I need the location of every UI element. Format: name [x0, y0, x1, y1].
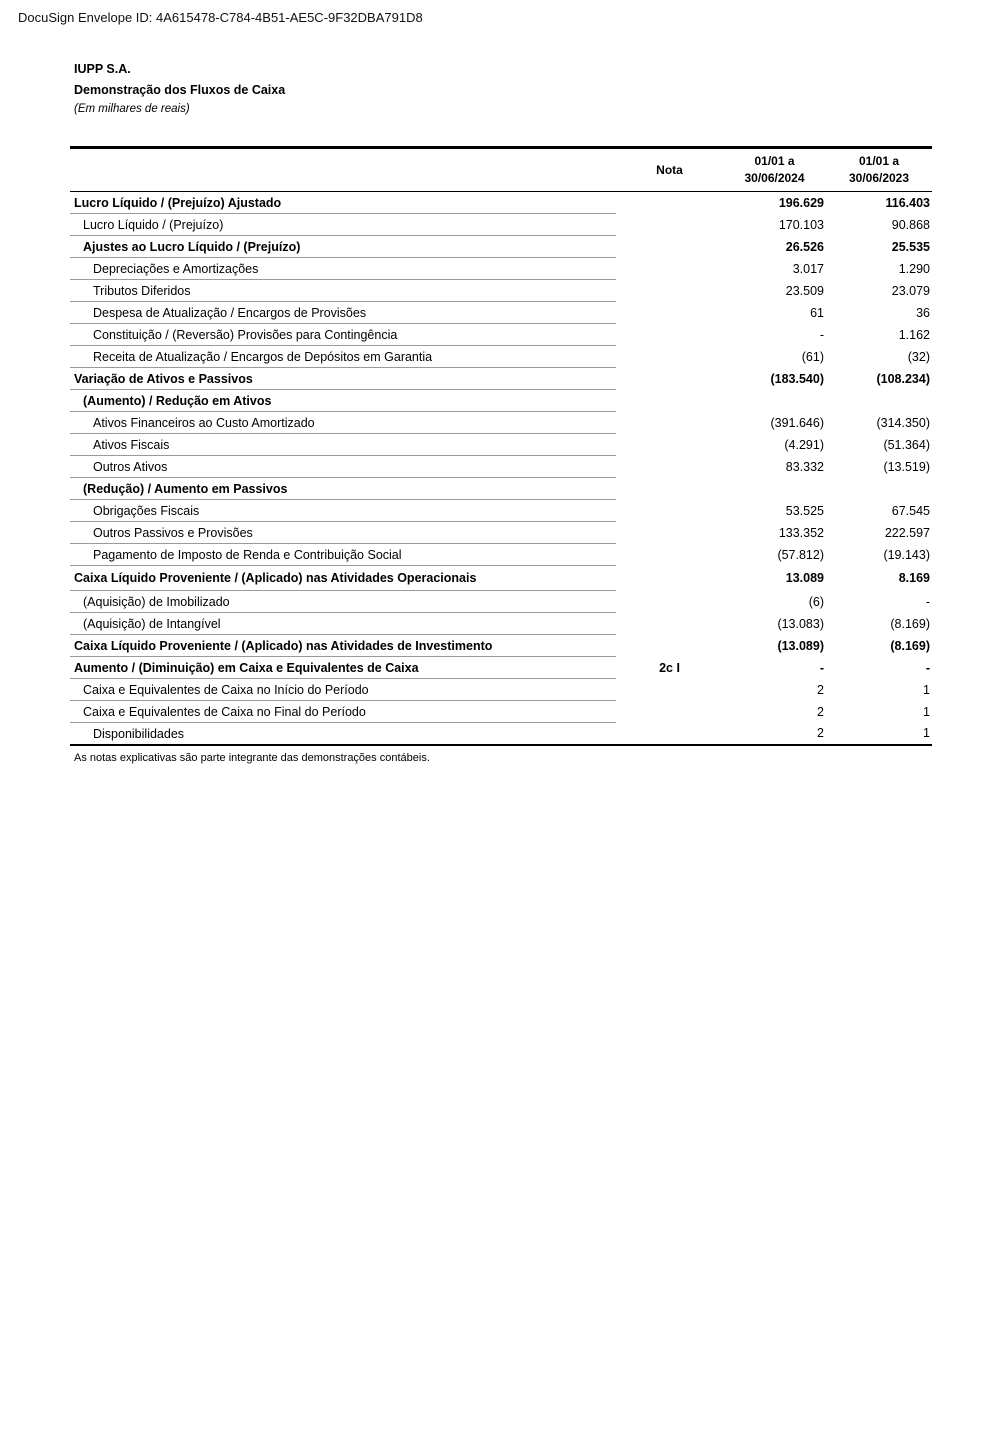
row-value-2024: 83.332	[785, 459, 824, 474]
row-nota	[616, 613, 723, 635]
table-row	[70, 302, 932, 324]
row-value-2023: 1	[923, 682, 930, 697]
row-nota	[616, 390, 723, 412]
row-value-2024: (13.089)	[777, 638, 824, 653]
row-label: Lucro Líquido / (Prejuízo) Ajustado	[70, 192, 616, 214]
row-nota	[616, 591, 723, 613]
row-label: Caixa Líquido Proveniente / (Aplicado) nas Atividades de Investimento	[70, 635, 616, 657]
table-row	[70, 258, 932, 280]
row-value-2024: (13.083)	[777, 616, 824, 631]
header-nota: Nota	[616, 149, 723, 192]
row-value-2023: 23.079	[891, 283, 930, 298]
row-nota	[616, 302, 723, 324]
row-value-2023: 1.162	[898, 327, 930, 342]
row-value-2024: 13.089	[785, 571, 824, 585]
row-value-2023: (19.143)	[883, 547, 930, 562]
row-value-2023: 116.403	[885, 195, 930, 210]
statement-title: Demonstração dos Fluxos de Caixa	[74, 83, 286, 97]
table-row	[70, 390, 932, 412]
row-nota	[616, 214, 723, 236]
row-label: (Aumento) / Redução em Ativos	[70, 390, 616, 412]
row-label: Outros Passivos e Provisões	[70, 522, 616, 544]
header-period-2023-line2: 30/06/2023	[848, 171, 910, 185]
row-label: Ajustes ao Lucro Líquido / (Prejuízo)	[70, 236, 616, 258]
row-nota	[616, 635, 723, 657]
row-nota	[616, 346, 723, 368]
row-value-2023: 222.597	[884, 525, 930, 540]
row-value-2024: (391.646)	[770, 415, 824, 430]
row-nota	[616, 478, 723, 500]
row-nota	[616, 500, 723, 522]
row-value-2023: (13.519)	[883, 459, 930, 474]
row-value-2023: 36	[916, 305, 930, 320]
row-value-2024: (6)	[808, 594, 824, 609]
table-row	[70, 412, 932, 434]
row-value-2024: (183.540)	[770, 371, 824, 386]
row-nota	[616, 522, 723, 544]
row-label: Receita de Atualização / Encargos de Depósitos em Garantia	[70, 346, 616, 368]
row-value-2023: (108.234)	[876, 371, 930, 386]
table-row	[70, 368, 932, 390]
row-value-2024: 26.526	[785, 239, 824, 254]
row-value-2023: 90.868	[891, 217, 930, 232]
row-label: Ativos Financeiros ao Custo Amortizado	[70, 412, 616, 434]
row-value-2024: 170.103	[778, 217, 824, 232]
row-value-2023: -	[925, 594, 930, 609]
table-body	[70, 192, 932, 745]
row-label: Ativos Fiscais	[70, 434, 616, 456]
row-value-2024: 2	[817, 682, 824, 697]
row-label: Caixa e Equivalentes de Caixa no Início do Período	[70, 679, 616, 701]
row-nota	[616, 258, 723, 280]
row-label: Caixa Líquido Proveniente / (Aplicado) nas Atividades Operacionais	[70, 566, 616, 591]
row-label: (Aquisição) de Imobilizado	[70, 591, 616, 613]
row-value-2023: -	[925, 660, 930, 675]
row-value-2024: 2	[817, 704, 824, 719]
statement-header	[74, 62, 285, 115]
table-row	[70, 346, 932, 368]
row-label: Tributos Diferidos	[70, 280, 616, 302]
row-label: Disponibilidades	[93, 726, 185, 741]
row-value-2024: 133.352	[778, 525, 824, 540]
row-nota	[616, 566, 723, 591]
header-label-column	[70, 149, 616, 192]
row-value-2024: (57.812)	[777, 547, 824, 562]
row-value-2023	[826, 478, 932, 500]
row-value-2023: (51.364)	[883, 437, 930, 452]
table-row	[70, 500, 932, 522]
row-value-2024: 53.525	[785, 503, 824, 518]
table-row	[70, 522, 932, 544]
header-period-2023-line1: 01/01 a	[858, 154, 900, 168]
row-label: Depreciações e Amortizações	[70, 258, 616, 280]
row-label: Outros Ativos	[70, 456, 616, 478]
row-label: Caixa e Equivalentes de Caixa no Final do Período	[70, 701, 616, 723]
row-value-2024: (61)	[801, 349, 824, 364]
row-label: (Redução) / Aumento em Passivos	[70, 478, 616, 500]
row-nota	[616, 701, 723, 723]
row-nota	[616, 456, 723, 478]
table-row	[70, 434, 932, 456]
row-value-2023: 67.545	[891, 503, 930, 518]
row-nota	[616, 412, 723, 434]
table-row	[70, 192, 932, 214]
table-row	[70, 723, 932, 745]
table-row	[70, 280, 932, 302]
row-label: Aumento / (Diminuição) em Caixa e Equivalentes de Caixa	[70, 657, 616, 679]
row-label: Lucro Líquido / (Prejuízo)	[70, 214, 616, 236]
table-header-row	[70, 149, 932, 192]
row-value-2023: 1	[923, 726, 930, 741]
header-period-2024-line2: 30/06/2024	[744, 171, 805, 185]
row-value-2023: (32)	[907, 349, 930, 364]
row-value-2023	[826, 390, 932, 412]
table-row	[70, 635, 932, 657]
row-value-2023: (8.169)	[890, 638, 930, 653]
row-value-2024: 3.017	[792, 261, 824, 276]
table-row	[70, 701, 932, 723]
row-value-2023: (8.169)	[890, 616, 930, 631]
row-label: Constituição / (Reversão) Provisões para Contingência	[70, 324, 616, 346]
row-nota	[616, 236, 723, 258]
cash-flow-table-container	[70, 146, 932, 746]
row-value-2023: 1.290	[898, 261, 930, 276]
header-period-2023	[826, 149, 932, 192]
row-label: Pagamento de Imposto de Renda e Contribuição Social	[70, 544, 616, 566]
table-row	[70, 657, 932, 679]
row-nota	[616, 544, 723, 566]
row-value-2023: 8.169	[898, 571, 930, 585]
table-row	[70, 544, 932, 566]
row-nota	[616, 368, 723, 390]
row-label: (Aquisição) de Intangível	[70, 613, 616, 635]
row-value-2024: 61	[810, 305, 824, 320]
row-value-2024	[723, 478, 826, 500]
row-label: Despesa de Atualização / Encargos de Provisões	[70, 302, 616, 324]
table-row	[70, 566, 932, 591]
row-label: Variação de Ativos e Passivos	[70, 368, 616, 390]
row-value-2023: 1	[923, 704, 930, 719]
row-nota	[616, 434, 723, 456]
row-value-2023: 25.535	[891, 239, 930, 254]
cash-flow-table	[70, 149, 932, 744]
row-value-2024: -	[819, 327, 824, 342]
header-period-2024	[723, 149, 826, 192]
row-nota	[616, 679, 723, 701]
currency-unit-note: (Em milhares de reais)	[74, 103, 190, 115]
row-value-2024	[723, 390, 826, 412]
row-label: Obrigações Fiscais	[70, 500, 616, 522]
docusign-envelope-id: DocuSign Envelope ID: 4A615478-C784-4B51-AE5C-9F32DBA791D8	[18, 10, 423, 25]
row-value-2024: 23.509	[785, 283, 824, 298]
row-value-2024: -	[819, 660, 824, 675]
row-value-2024: (4.291)	[784, 437, 824, 452]
row-nota: 2c I	[659, 660, 680, 675]
row-nota	[616, 280, 723, 302]
table-row	[70, 456, 932, 478]
row-nota	[616, 192, 723, 214]
company-name: IUPP S.A.	[74, 62, 131, 76]
row-value-2024: 196.629	[778, 195, 824, 210]
row-value-2023: (314.350)	[876, 415, 930, 430]
table-row	[70, 214, 932, 236]
row-value-2024: 2	[817, 726, 824, 741]
row-nota	[616, 324, 723, 346]
table-row	[70, 613, 932, 635]
header-period-2024-line1: 01/01 a	[754, 154, 795, 168]
footnote: As notas explicativas são parte integrante das demonstrações contábeis.	[74, 752, 430, 764]
row-nota	[616, 723, 723, 745]
table-row	[70, 324, 932, 346]
table-row	[70, 591, 932, 613]
table-row	[70, 679, 932, 701]
table-row	[70, 236, 932, 258]
table-row	[70, 478, 932, 500]
